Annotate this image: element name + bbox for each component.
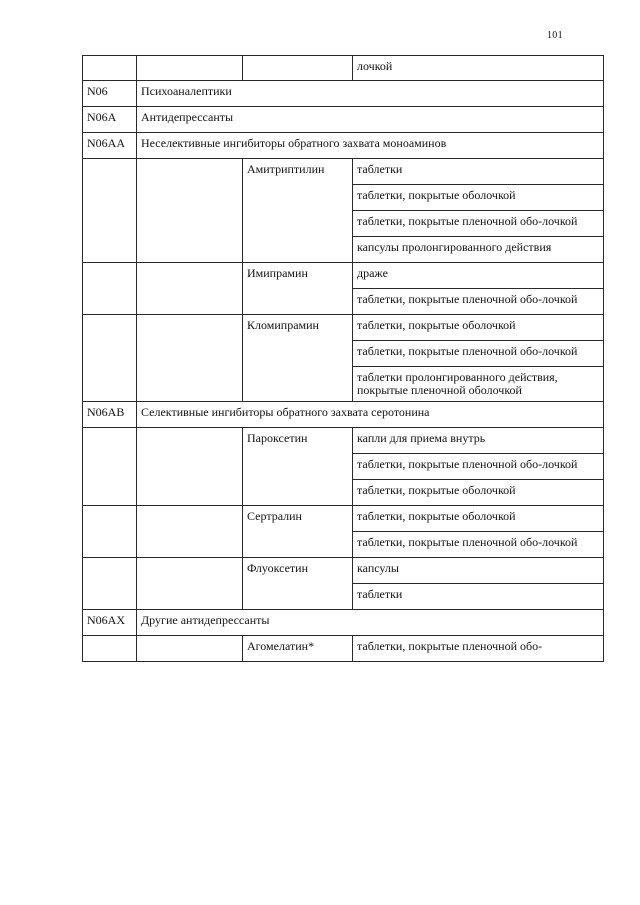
dosage-form-cell: драже [353, 263, 604, 289]
empty-code-cell [83, 636, 137, 662]
table-body [83, 56, 604, 662]
atc-code-cell: N06AB [83, 402, 137, 428]
drug-name-cell: Агомелатин* [243, 636, 353, 662]
empty-code-cell [83, 428, 137, 506]
dosage-form-cell: таблетки, покрытые пленочной обо-лочкой [353, 211, 604, 237]
group-row [83, 107, 604, 133]
dosage-form-cell: таблетки, покрытые пленочной обо-лочкой [353, 532, 604, 558]
atc-group-name-cell: Селективные ингибиторы обратного захвата серотонина [137, 402, 604, 428]
drug-name-cell: Амитриптилин [243, 159, 353, 263]
empty-group-cell [137, 428, 243, 506]
drug-list-table [82, 55, 604, 662]
dosage-form-cell: таблетки пролонгированного действия, покрытые пленочной оболочкой [353, 367, 604, 402]
atc-group-name-cell: Неселективные ингибиторы обратного захвата моноаминов [137, 133, 604, 159]
table-row [83, 506, 604, 532]
dosage-form-cell: таблетки, покрытые пленочной обо- [353, 636, 604, 662]
empty-group-cell [137, 315, 243, 402]
dosage-form-cell: таблетки, покрытые оболочкой [353, 480, 604, 506]
dosage-form-cell: таблетки, покрытые пленочной обо-лочкой [353, 454, 604, 480]
empty-code-cell [83, 558, 137, 610]
table-row [83, 428, 604, 454]
empty-code-cell [83, 506, 137, 558]
empty-group-cell [137, 263, 243, 315]
atc-code-cell: N06AX [83, 610, 137, 636]
dosage-form-cell: капсулы [353, 558, 604, 584]
dosage-form-cell: таблетки, покрытые пленочной обо-лочкой [353, 289, 604, 315]
dosage-form-cell: капсулы пролонгированного действия [353, 237, 604, 263]
empty-group-cell [137, 159, 243, 263]
page-number: 101 [547, 30, 563, 41]
atc-group-name-cell: Психоаналептики [137, 81, 604, 107]
dosage-form-cell: таблетки, покрытые оболочкой [353, 315, 604, 341]
dosage-form-cell: таблетки, покрытые пленочной обо-лочкой [353, 341, 604, 367]
atc-code-cell: N06 [83, 81, 137, 107]
drug-name-cell: Флуоксетин [243, 558, 353, 610]
empty-code-cell [83, 315, 137, 402]
dosage-form-cell: таблетки, покрытые оболочкой [353, 185, 604, 211]
empty-code-cell [83, 263, 137, 315]
empty-cell [83, 56, 137, 81]
table-row [83, 56, 604, 81]
table-row [83, 159, 604, 185]
empty-cell [243, 56, 353, 81]
empty-group-cell [137, 558, 243, 610]
dosage-form-cell: капли для приема внутрь [353, 428, 604, 454]
dosage-form-cell: таблетки, покрытые оболочкой [353, 506, 604, 532]
drug-name-cell: Сертралин [243, 506, 353, 558]
atc-group-name-cell: Другие антидепрессанты [137, 610, 604, 636]
group-row [83, 610, 604, 636]
table-row [83, 315, 604, 341]
empty-group-cell [137, 636, 243, 662]
empty-cell [137, 56, 243, 81]
dosage-form-cell: таблетки [353, 584, 604, 610]
table-row [83, 263, 604, 289]
dosage-form-cell: таблетки [353, 159, 604, 185]
atc-code-cell: N06A [83, 107, 137, 133]
table-row [83, 558, 604, 584]
drug-name-cell: Имипрамин [243, 263, 353, 315]
drug-name-cell: Кломипрамин [243, 315, 353, 402]
group-row [83, 81, 604, 107]
empty-code-cell [83, 159, 137, 263]
empty-group-cell [137, 506, 243, 558]
atc-code-cell: N06AA [83, 133, 137, 159]
group-row [83, 133, 604, 159]
atc-group-name-cell: Антидепрессанты [137, 107, 604, 133]
dosage-form-cell: лочкой [353, 56, 604, 81]
group-row [83, 402, 604, 428]
drug-name-cell: Пароксетин [243, 428, 353, 506]
table-row [83, 636, 604, 662]
